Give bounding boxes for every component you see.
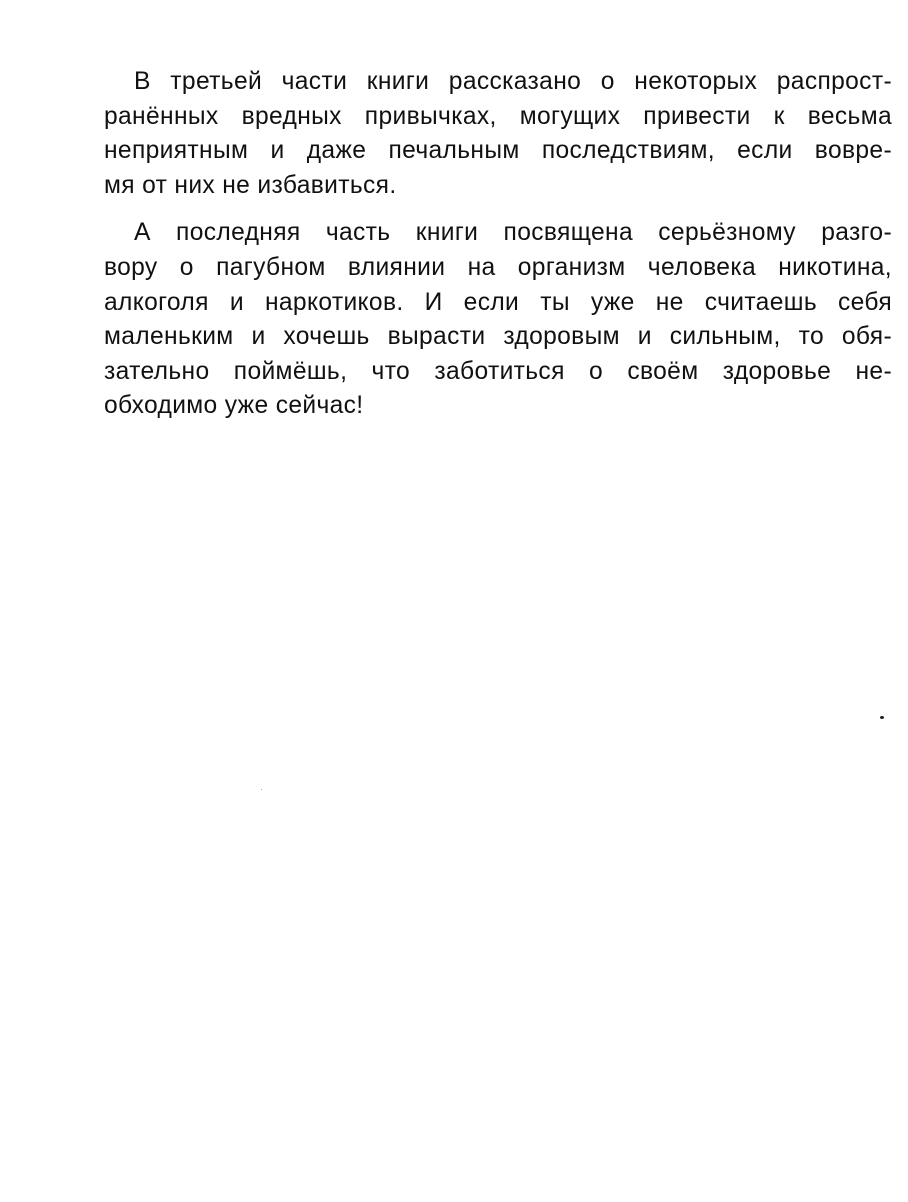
body-text — [104, 65, 892, 424]
text-line: обходимо уже сейчас! — [104, 392, 364, 420]
text-line: ранённых вредных привычках, могущих привести к весьма — [104, 102, 892, 130]
scan-speck — [880, 716, 884, 719]
text-line: В третьей части книги рассказано о некоторых распрост- — [134, 68, 892, 95]
text-line: алкоголя и наркотиков. И если ты уже не считаешь себя — [104, 288, 892, 316]
text-line: вору о пагубном влиянии на организм человека никотина, — [104, 253, 892, 281]
text-line: неприятным и даже печальным последствиям, если вовре- — [104, 137, 892, 165]
paragraph-gap — [104, 203, 892, 216]
text-line: зательно поймёшь, что заботиться о своём здоровье не- — [104, 357, 892, 385]
paragraph-1 — [104, 65, 892, 203]
text-line: А последняя часть книги посвящена серьёзному разго- — [134, 219, 892, 247]
text-line: маленьким и хочешь вырасти здоровым и сильным, то обя- — [104, 323, 892, 351]
paragraph-2 — [104, 216, 892, 424]
text-line: мя от них не избавиться. — [104, 171, 397, 199]
scan-speck — [261, 789, 262, 790]
